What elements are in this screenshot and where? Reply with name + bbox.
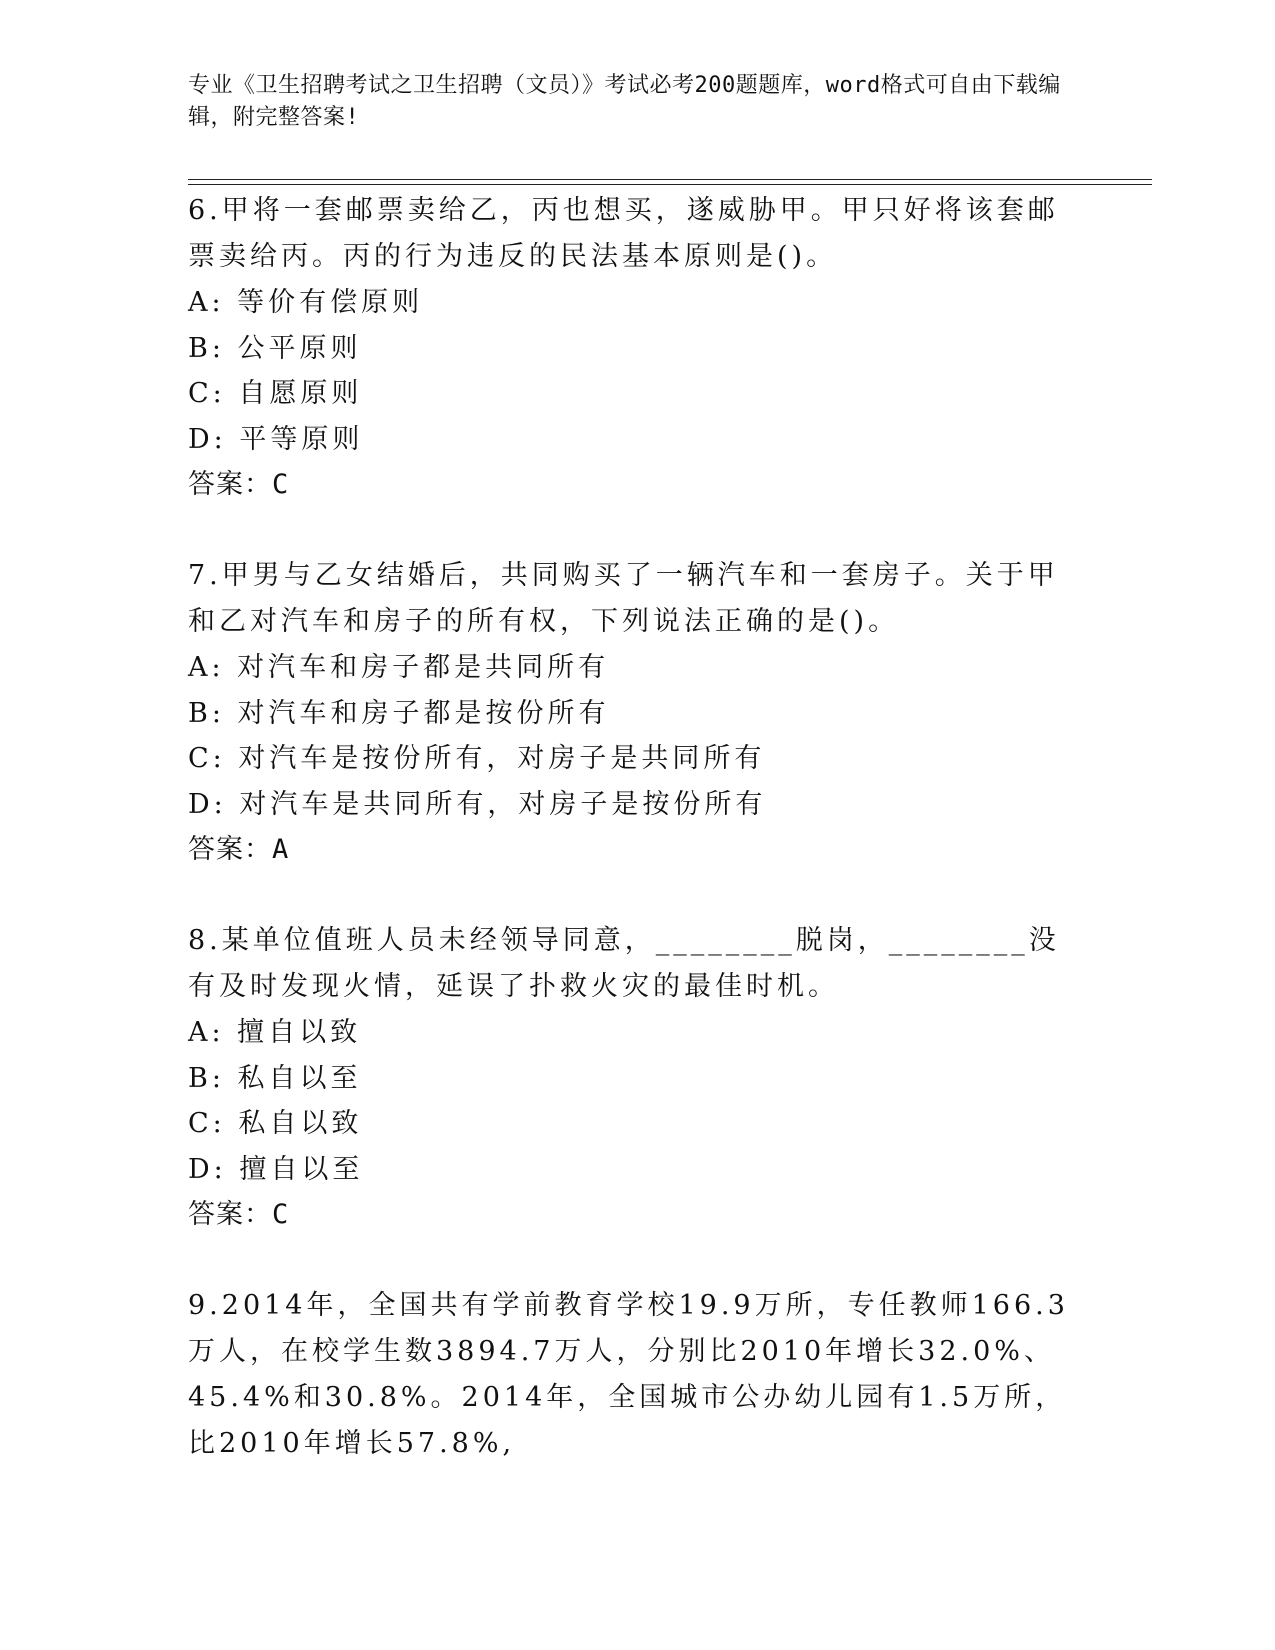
option-d: D: 擅自以至	[188, 1153, 364, 1185]
question-stem: 6.甲将一套邮票卖给乙，丙也想买，遂威胁甲。甲只好将该套邮票卖给丙。丙的行为违反的民法基本原则是()。	[188, 195, 1059, 272]
option-c: C: 私自以致	[188, 1108, 363, 1139]
spacer	[188, 1238, 1088, 1283]
option-a: A: 擅自以致	[188, 1017, 362, 1048]
option-a: A: 对汽车和房子都是共同所有	[188, 652, 610, 683]
option-b: B: 公平原则	[188, 332, 362, 364]
answer-line	[188, 462, 1088, 508]
option-b: B: 私自以至	[188, 1062, 362, 1094]
question-6	[188, 188, 1088, 508]
option-b: B: 对汽车和房子都是按份所有	[188, 697, 610, 729]
question-stem: 7.甲男与乙女结婚后，共同购买了一辆汽车和一套房子。关于甲和乙对汽车和房子的所有权，下列说法正确的是()。	[188, 560, 1059, 637]
option-c: C: 对汽车是按份所有，对房子是共同所有	[188, 743, 766, 774]
header-divider-bottom	[188, 184, 1152, 185]
option-d: D: 平等原则	[188, 423, 364, 455]
answer-value: C	[272, 1199, 290, 1230]
question-9	[188, 1283, 1088, 1467]
document-header: 专业《卫生招聘考试之卫生招聘（文员）》考试必考200题题库，word格式可自由下载编辑，附完整答案!	[188, 73, 1061, 130]
option-a: A: 等价有偿原则	[188, 287, 424, 318]
answer-value: A	[272, 834, 290, 865]
question-8	[188, 918, 1088, 1238]
question-stem: 9.2014年，全国共有学前教育学校19.9万所，专任教师166.3万人，在校学生数3894.7万人，分别比2010年增长32.0%、45.4%和30.8%。2014年，全国城市公办幼儿园有1.5万所，比2010年增长57.8%,	[188, 1290, 1069, 1459]
spacer	[188, 508, 1088, 553]
answer-label: 答案：	[188, 469, 272, 500]
header-divider-top	[188, 179, 1152, 180]
answer-label: 答案：	[188, 834, 272, 865]
option-d: D: 对汽车是共同所有，对房子是按份所有	[188, 788, 767, 820]
answer-label: 答案：	[188, 1199, 272, 1230]
answer-value: C	[272, 469, 290, 500]
question-list	[188, 188, 1088, 1467]
answer-line	[188, 827, 1088, 873]
answer-line	[188, 1192, 1088, 1238]
spacer	[188, 873, 1088, 918]
option-c: C: 自愿原则	[188, 378, 363, 409]
question-7	[188, 553, 1088, 873]
question-stem: 8.某单位值班人员未经领导同意，________脱岗，________没有及时发现火情，延误了扑救火灾的最佳时机。	[188, 925, 1060, 1002]
